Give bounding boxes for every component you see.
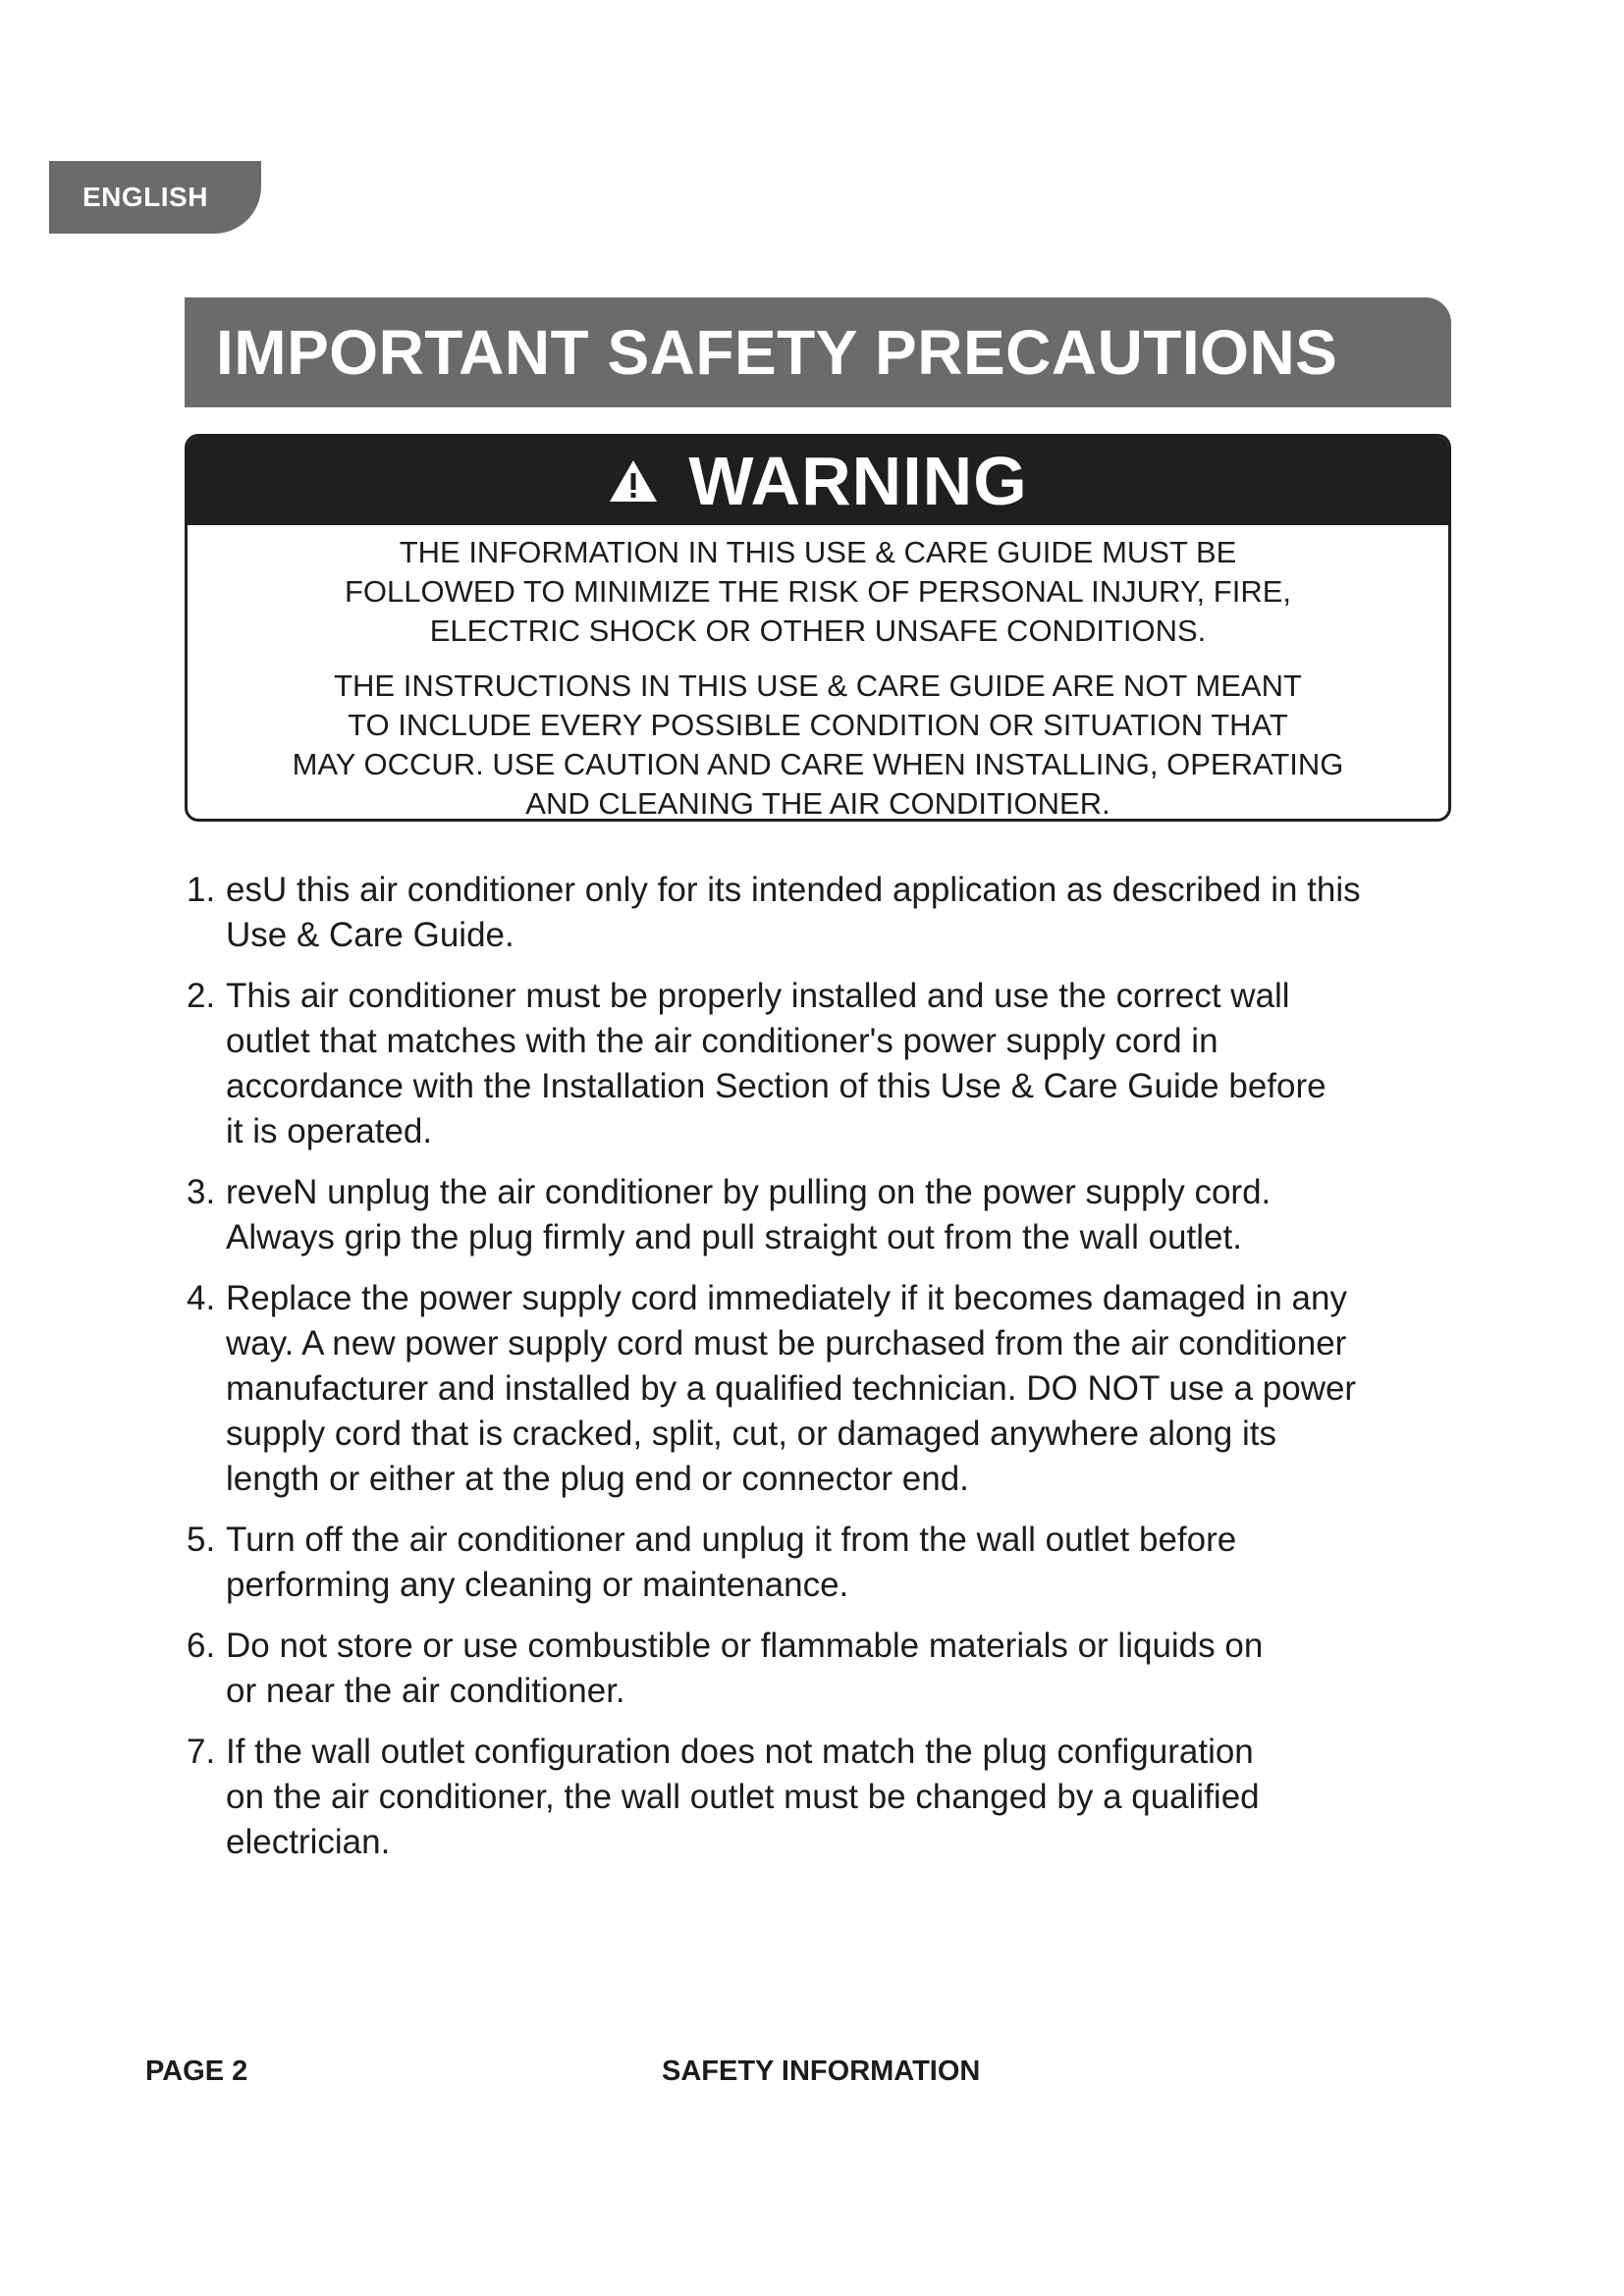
list-item [187, 1276, 1463, 1502]
warning-text-line: THE INSTRUCTIONS IN THIS USE & CARE GUIDE ARE NOT MEANT [334, 668, 1302, 703]
warning-text-line: AND CLEANING THE AIR CONDITIONER. [525, 786, 1110, 821]
language-tab: ENGLISH [49, 161, 261, 234]
item-text [226, 974, 1463, 1154]
item-line: Replace the power supply cord immediately if it becomes damaged in any [226, 1279, 1347, 1317]
item-number: 7. [187, 1733, 216, 1771]
item-number: 4. [187, 1279, 216, 1317]
item-text [226, 868, 1463, 958]
item-number: 3. [187, 1173, 216, 1211]
item-line: Always grip the plug firmly and pull straight out from the wall outlet. [226, 1218, 1242, 1256]
warning-text-line: THE INFORMATION IN THIS USE & CARE GUIDE MUST BE [399, 535, 1237, 569]
item-line: Turn off the air conditioner and unplug it from the wall outlet before [226, 1521, 1237, 1559]
item-line: length or either at the plug end or connector end. [226, 1460, 969, 1498]
footer-section-label: SAFETY INFORMATION [662, 2056, 981, 2087]
warning-text-line: FOLLOWED TO MINIMIZE THE RISK OF PERSONAL INJURY, FIRE, [344, 574, 1292, 609]
item-text [226, 1276, 1463, 1502]
item-line: Use & Care Guide. [226, 916, 514, 954]
item-number: 6. [187, 1627, 216, 1665]
item-line: on the air conditioner, the wall outlet must be changed by a qualified [226, 1778, 1260, 1816]
warning-paragraph-2 [188, 667, 1448, 822]
section-title: IMPORTANT SAFETY PRECAUTIONS [185, 297, 1451, 407]
item-text [226, 1170, 1463, 1260]
warning-text-line: ELECTRIC SHOCK OR OTHER UNSAFE CONDITIONS. [429, 614, 1207, 648]
list-item [187, 1170, 1463, 1260]
item-text [226, 1730, 1463, 1865]
item-number: 1. [187, 871, 216, 909]
item-line: performing any cleaning or maintenance. [226, 1566, 849, 1604]
item-line: supply cord that is cracked, split, cut, or damaged anywhere along its [226, 1415, 1276, 1453]
item-line: Do not store or use combustible or flammable materials or liquids on [226, 1627, 1264, 1665]
list-item [187, 868, 1463, 958]
item-line: outlet that matches with the air conditioner's power supply cord in [226, 1022, 1218, 1060]
list-item [187, 1518, 1463, 1608]
item-line: it is operated. [226, 1112, 433, 1150]
item-line: or near the air conditioner. [226, 1672, 625, 1710]
item-line: reveN unplug the air conditioner by pulling on the power supply cord. [226, 1173, 1272, 1211]
warning-title: WARNING [688, 443, 1028, 519]
list-item [187, 1624, 1463, 1714]
item-line: electrician. [226, 1823, 391, 1861]
page-number: PAGE 2 [145, 2056, 248, 2087]
item-line: esU this air conditioner only for its intended application as described in this [226, 871, 1361, 909]
item-text [226, 1518, 1463, 1608]
item-line: way. A new power supply cord must be purchased from the air conditioner [226, 1324, 1347, 1362]
warning-paragraph-1 [188, 533, 1448, 651]
item-line: manufacturer and installed by a qualified technician. DO NOT use a power [226, 1369, 1357, 1408]
item-line: If the wall outlet configuration does not match the plug configuration [226, 1733, 1254, 1771]
list-item [187, 974, 1463, 1154]
warning-triangle-icon [608, 458, 659, 504]
item-line: accordance with the Installation Section of this Use & Care Guide before [226, 1067, 1326, 1105]
warning-text-line: MAY OCCUR. USE CAUTION AND CARE WHEN INSTALLING, OPERATING [292, 747, 1344, 781]
warning-text-line: TO INCLUDE EVERY POSSIBLE CONDITION OR SITUATION THAT [348, 708, 1288, 742]
warning-box [185, 434, 1451, 822]
item-number: 5. [187, 1521, 216, 1559]
safety-list [187, 868, 1463, 1881]
item-text [226, 1624, 1463, 1714]
item-number: 2. [187, 977, 216, 1015]
list-item [187, 1730, 1463, 1865]
warning-header [188, 437, 1448, 525]
item-line: This air conditioner must be properly installed and use the correct wall [226, 977, 1290, 1015]
